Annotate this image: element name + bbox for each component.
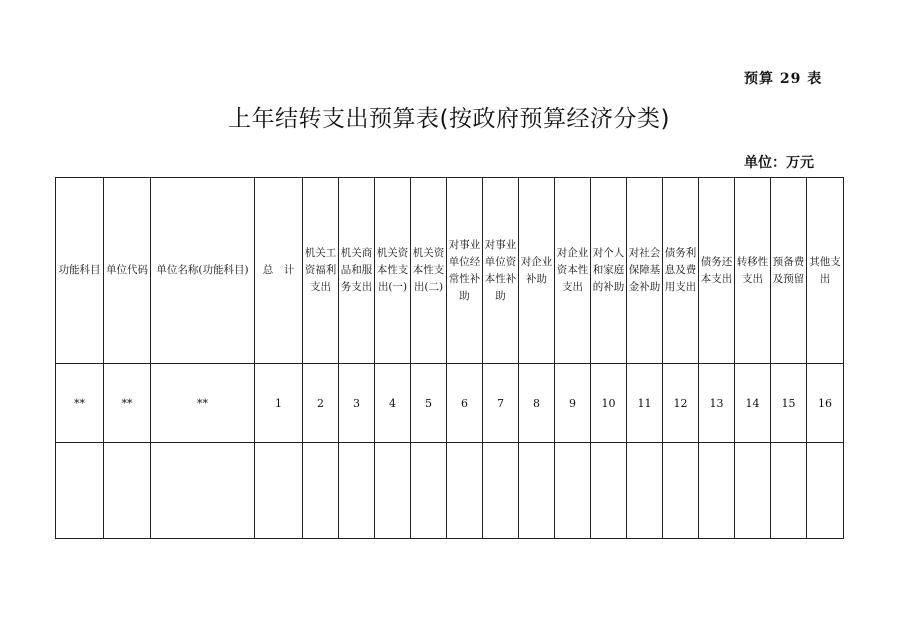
column-number-cell: 2 [303, 364, 339, 443]
unit-label: 单位：万元 [744, 155, 814, 171]
header-cell: 单位名称(功能科目) [151, 178, 255, 364]
data-cell [483, 443, 519, 539]
data-cell [519, 443, 555, 539]
header-cell: 对企业资本性支出 [555, 178, 591, 364]
data-cell [151, 443, 255, 539]
header-cell: 其他支出 [807, 178, 844, 364]
form-number: 预算 29 表 [744, 71, 823, 87]
column-number-cell: 7 [483, 364, 519, 443]
header-cell: 机关工资福利支出 [303, 178, 339, 364]
header-cell: 债务利息及费用支出 [663, 178, 699, 364]
data-cell [56, 443, 104, 539]
data-cell [255, 443, 303, 539]
data-cell [591, 443, 627, 539]
column-number-cell: ** [56, 364, 104, 443]
column-number-cell: 6 [447, 364, 483, 443]
column-number-row [56, 364, 844, 443]
data-cell [303, 443, 339, 539]
data-cell [339, 443, 375, 539]
empty-data-row [56, 443, 844, 539]
data-cell [771, 443, 807, 539]
column-number-cell: 10 [591, 364, 627, 443]
column-number-cell: 1 [255, 364, 303, 443]
column-number-cell: 4 [375, 364, 411, 443]
column-number-cell: 11 [627, 364, 663, 443]
column-number-cell: 15 [771, 364, 807, 443]
column-number-cell: 14 [735, 364, 771, 443]
header-cell: 对事业单位资本性补助 [483, 178, 519, 364]
data-cell [555, 443, 591, 539]
header-cell: 对企业补助 [519, 178, 555, 364]
column-number-cell: 13 [699, 364, 735, 443]
page-title: 上年结转支出预算表(按政府预算经济分类) [228, 106, 670, 132]
header-cell: 机关商品和服务支出 [339, 178, 375, 364]
column-number-cell: ** [151, 364, 255, 443]
header-cell: 债务还本支出 [699, 178, 735, 364]
data-cell [411, 443, 447, 539]
header-row [56, 178, 844, 364]
column-number-cell: 3 [339, 364, 375, 443]
column-number-cell: 9 [555, 364, 591, 443]
column-number-cell: 16 [807, 364, 844, 443]
column-number-cell: ** [104, 364, 151, 443]
data-cell [375, 443, 411, 539]
header-cell: 转移性支出 [735, 178, 771, 364]
header-cell: 对个人和家庭的补助 [591, 178, 627, 364]
data-cell [447, 443, 483, 539]
budget-table [55, 177, 844, 539]
column-number-cell: 5 [411, 364, 447, 443]
column-number-cell: 12 [663, 364, 699, 443]
header-cell: 单位代码 [104, 178, 151, 364]
data-cell [627, 443, 663, 539]
data-cell [699, 443, 735, 539]
header-cell: 对事业单位经常性补助 [447, 178, 483, 364]
header-cell: 机关资本性支出(一) [375, 178, 411, 364]
data-cell [663, 443, 699, 539]
header-cell: 对社会保障基金补助 [627, 178, 663, 364]
header-cell: 总 计 [255, 178, 303, 364]
data-cell [735, 443, 771, 539]
data-cell [807, 443, 844, 539]
header-cell: 机关资本性支出(二) [411, 178, 447, 364]
header-cell: 预备费及预留 [771, 178, 807, 364]
header-cell: 功能科目 [56, 178, 104, 364]
column-number-cell: 8 [519, 364, 555, 443]
data-cell [104, 443, 151, 539]
